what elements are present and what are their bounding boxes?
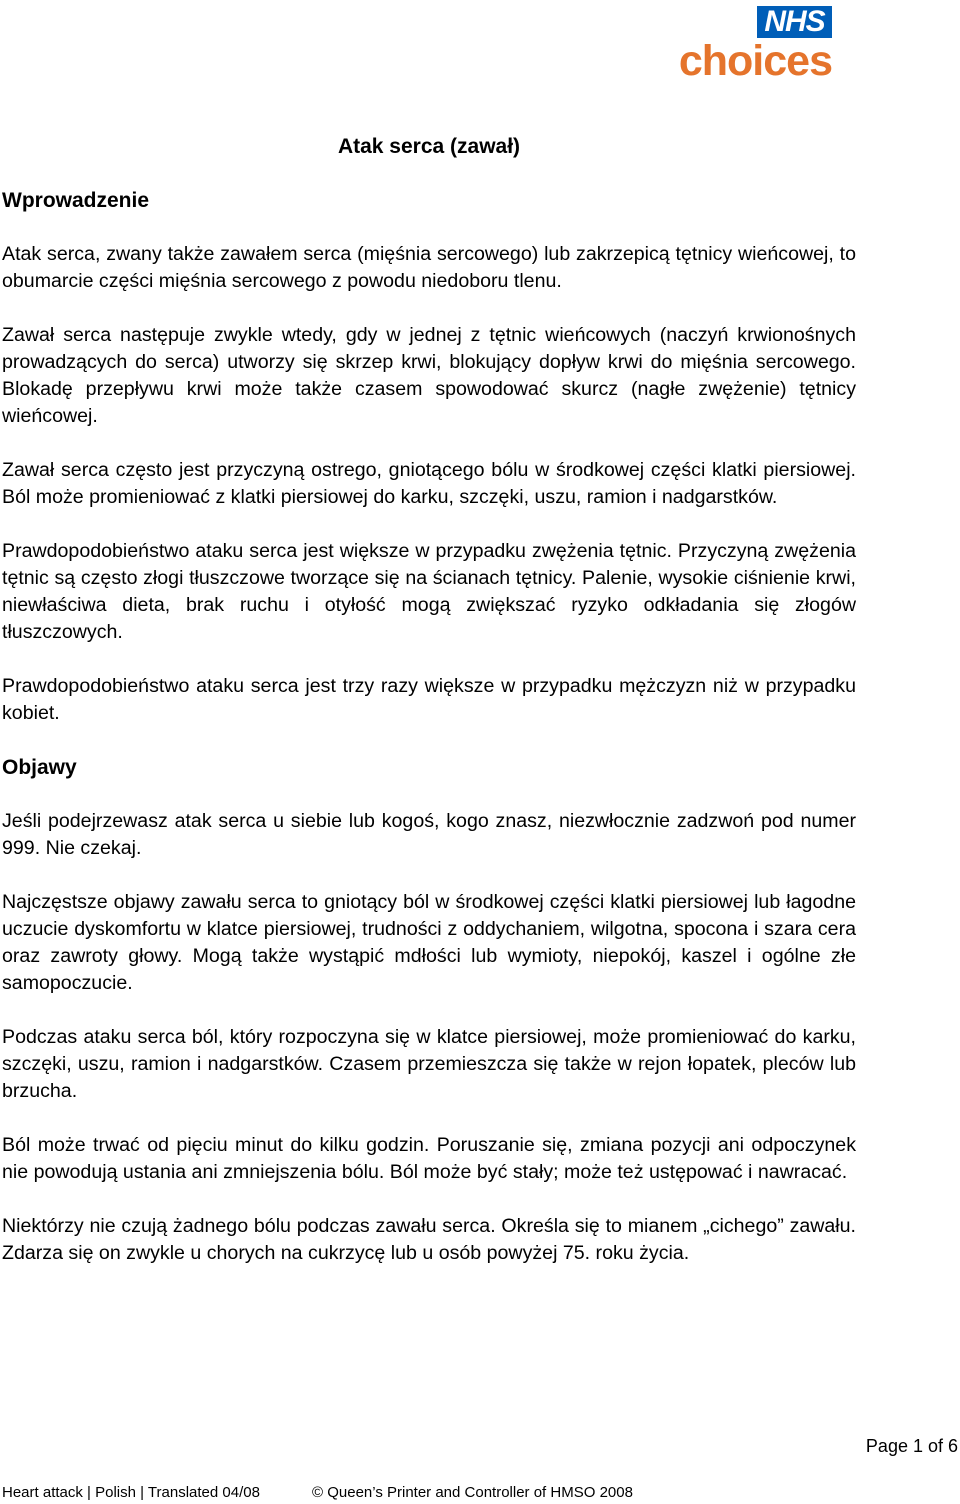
- section-symptoms: [2, 754, 856, 1267]
- choices-logo-text: choices: [678, 37, 832, 85]
- page-number: Page 1 of 6: [865, 1436, 958, 1456]
- paragraph: Prawdopodobieństwo ataku serca jest trzy razy większe w przypadku mężczyzn niż w przypadku kobiet.: [2, 675, 856, 724]
- section-introduction: [2, 187, 856, 727]
- nhs-choices-logo: [676, 6, 832, 86]
- paragraph: Zawał serca następuje zwykle wtedy, gdy w jednej z tętnic wieńcowych (naczyń krwionośnych prowadzących do serca) utworzy się skrzep krwi, blokujący dopływ krwi do mięśnia sercowego. Blokadę przepływu krwi może także czasem spowodować skurcz (nagłe zwężenie) tętnicy wieńcowej.: [2, 324, 856, 427]
- paragraph: Ból może trwać od pięciu minut do kilku godzin. Poruszanie się, zmiana pozycji ani odpoczynek nie powodują ustania ani zmniejszenia bólu. Ból może być stały; może też ustępować i nawracać.: [2, 1134, 856, 1183]
- section-heading: Objawy: [2, 756, 77, 779]
- paragraph: Zawał serca często jest przyczyną ostrego, gniotącego bólu w środkowej części klatki piersiowej. Ból może promieniować z klatki piersiowej do karku, szczęki, uszu, ramion i nadgarstków.: [2, 459, 856, 508]
- document-body: [2, 187, 856, 1294]
- nhs-logo-box: NHS: [757, 6, 832, 38]
- footer-copyright: © Queen’s Printer and Controller of HMSO 2008: [312, 1484, 633, 1501]
- paragraph: Podczas ataku serca ból, który rozpoczyna się w klatce piersiowej, może promieniować do karku, szczęki, uszu, ramion i nadgarstków. Czasem przemieszcza się także w rejon łopatek, pleców lub brzucha.: [2, 1026, 856, 1102]
- paragraph: Prawdopodobieństwo ataku serca jest większe w przypadku zwężenia tętnic. Przyczyną zwężenia tętnic są często złogi tłuszczowe tworzące się na ścianach tętnicy. Palenie, wysokie ciśnienie krwi, niewłaściwa dieta, brak ruchu i otyłość mogą zwiększać ryzyko odkładania się złogów tłuszczowych.: [2, 540, 856, 643]
- paragraph: Jeśli podejrzewasz atak serca u siebie lub kogoś, kogo znasz, niezwłocznie zadzwoń pod numer 999. Nie czekaj.: [2, 810, 856, 859]
- footer-document-info: Heart attack | Polish | Translated 04/08: [2, 1484, 260, 1501]
- section-heading: Wprowadzenie: [2, 189, 150, 212]
- paragraph: Najczęstsze objawy zawału serca to gniotący ból w środkowej części klatki piersiowej lub łagodne uczucie dyskomfortu w klatce piersiowej, trudności z oddychaniem, wilgotna, spocona i szara cera oraz zawroty głowy. Mogą także wystąpić mdłości lub wymioty, niepokój, kaszel i ogólne złe samopoczucie.: [2, 891, 856, 994]
- paragraph: Atak serca, zwany także zawałem serca (mięśnia sercowego) lub zakrzepicą tętnicy wieńcowej, to obumarcie części mięśnia sercowego z powodu niedoboru tlenu.: [2, 243, 856, 292]
- paragraph: Niektórzy nie czują żadnego bólu podczas zawału serca. Określa się to mianem „cichego” zawału. Zdarza się on zwykle u chorych na cukrzycę lub u osób powyżej 75. roku życia.: [2, 1215, 856, 1264]
- document-title: Atak serca (zawał): [337, 135, 521, 158]
